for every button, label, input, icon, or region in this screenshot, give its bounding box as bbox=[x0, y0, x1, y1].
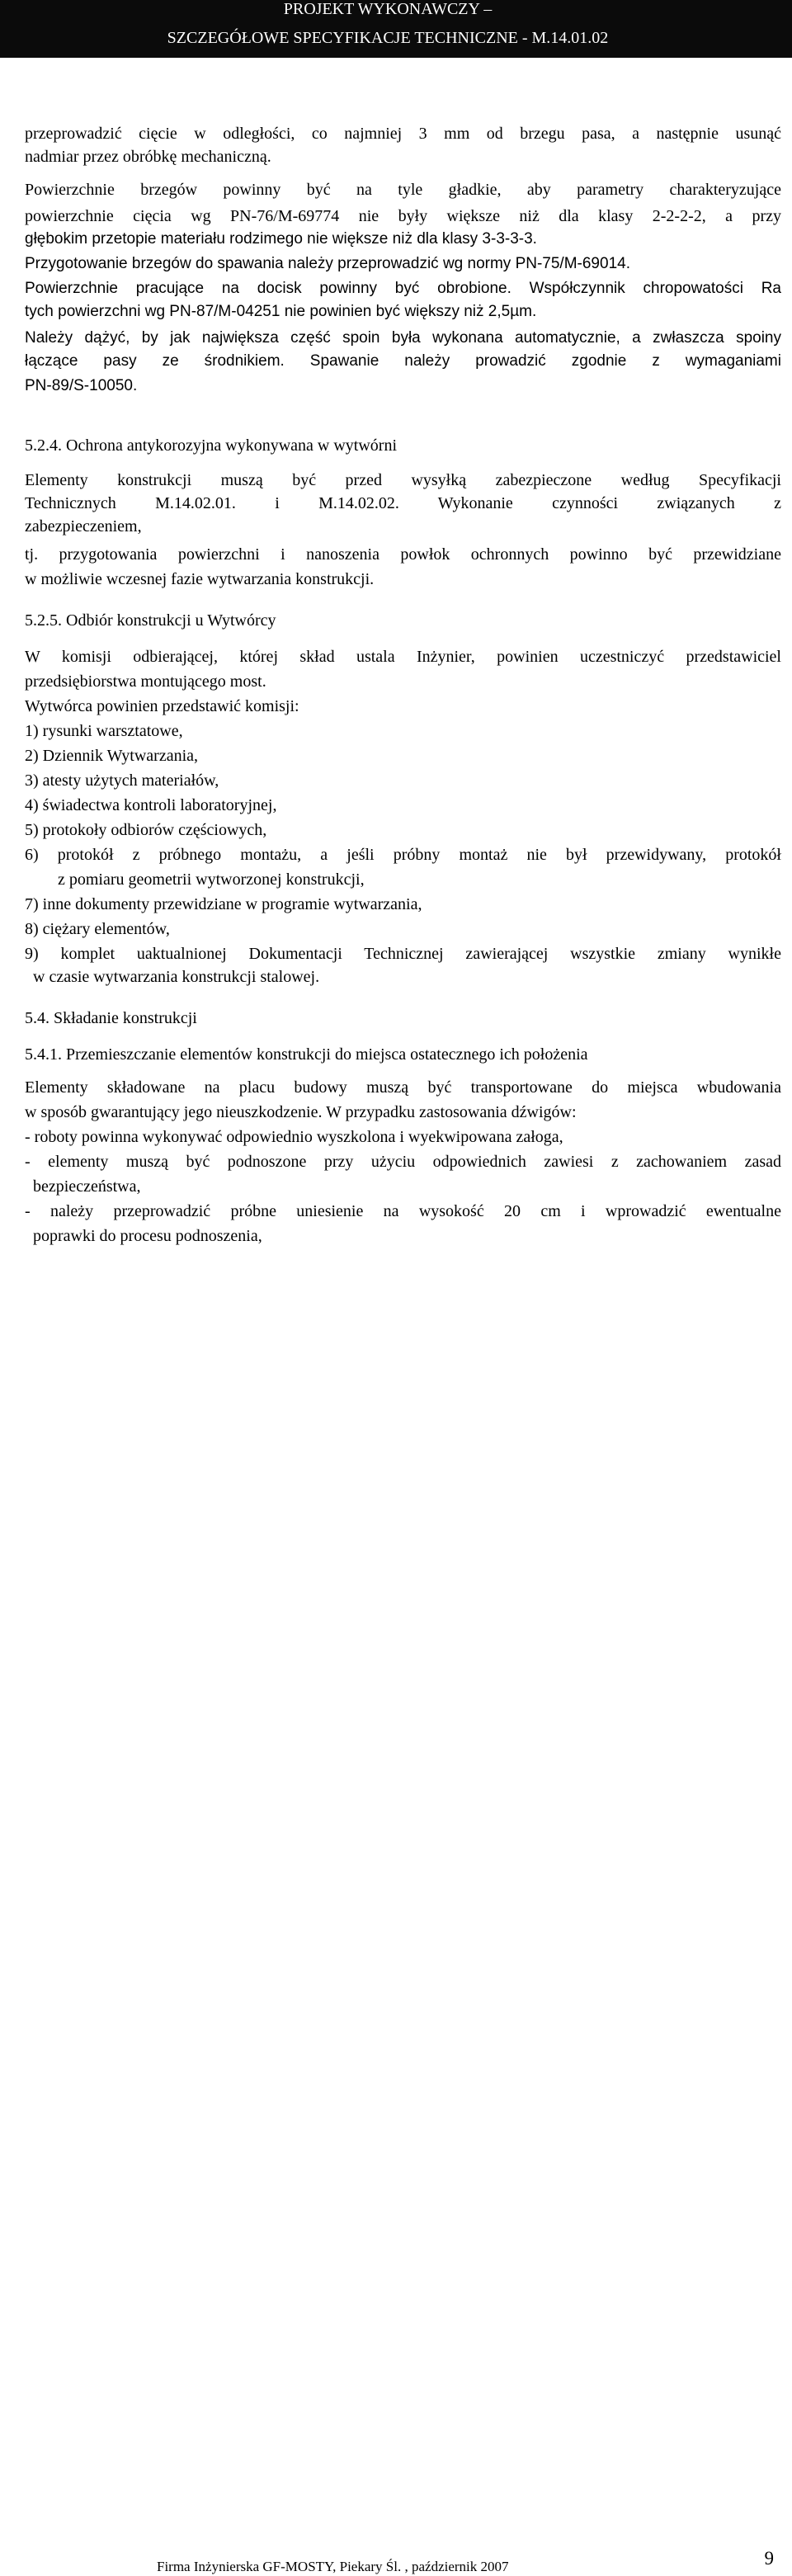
section-heading: 5.4.1. Przemieszczanie elementów konstrukcji do miejsca ostatecznego ich położenia bbox=[25, 1045, 588, 1064]
text-line: powierzchnie cięcia wg PN-76/M-69774 nie były większe niż dla klasy 2-2-2-2, a przy bbox=[25, 207, 781, 225]
text-line: tych powierzchni wg PN-87/M-04251 nie powinien być większy niż 2,5µm. bbox=[25, 303, 537, 320]
list-item: 3) atesty użytych materiałów, bbox=[25, 771, 219, 790]
list-item: 9) komplet uaktualnionej Dokumentacji Technicznej zawierającej wszystkie zmiany wynikłe bbox=[25, 945, 781, 963]
list-item: 4) świadectwa kontroli laboratoryjnej, bbox=[25, 796, 277, 814]
list-item-continuation: z pomiaru geometrii wytworzonej konstrukcji, bbox=[58, 870, 365, 889]
text-line: przeprowadzić cięcie w odległości, co najmniej 3 mm od brzegu pasa, a następnie usunąć bbox=[25, 125, 781, 143]
text-line: nadmiar przez obróbkę mechaniczną. bbox=[25, 148, 271, 166]
section-heading: 5.2.5. Odbiór konstrukcji u Wytwórcy bbox=[25, 611, 276, 630]
page-header bbox=[0, 0, 792, 58]
text-line: tj. przygotowania powierzchni i nanoszenia powłok ochronnych powinno być przewidziane bbox=[25, 545, 781, 564]
text-line: PN-89/S-10050. bbox=[25, 377, 138, 394]
list-item-continuation: w czasie wytwarzania konstrukcji stalowej. bbox=[33, 968, 320, 986]
list-item-continuation: bezpieczeństwa, bbox=[33, 1177, 141, 1196]
list-item: 8) ciężary elementów, bbox=[25, 920, 170, 938]
list-item: - roboty powinna wykonywać odpowiednio wyszkolona i wyekwipowana załoga, bbox=[25, 1128, 563, 1146]
list-item: 5) protokoły odbiorów częściowych, bbox=[25, 821, 267, 839]
text-line: Wytwórca powinien przedstawić komisji: bbox=[25, 697, 299, 715]
text-line: Elementy konstrukcji muszą być przed wysyłką zabezpieczone według Specyfikacji bbox=[25, 471, 781, 489]
list-item-continuation: poprawki do procesu podnoszenia, bbox=[33, 1227, 262, 1245]
text-line: Elementy składowane na placu budowy muszą być transportowane do miejsca wbudowania bbox=[25, 1078, 781, 1097]
footer-company: Firma Inżynierska GF-MOSTY, Piekary Śl. , październik 2007 bbox=[157, 2559, 509, 2574]
text-line: w sposób gwarantujący jego nieuszkodzenie. W przypadku zastosowania dźwigów: bbox=[25, 1103, 577, 1121]
list-item: - elementy muszą być podnoszone przy użyciu odpowiednich zawiesi z zachowaniem zasad bbox=[25, 1153, 781, 1171]
list-item: - należy przeprowadzić próbne uniesienie na wysokość 20 cm i wprowadzić ewentualne bbox=[25, 1202, 781, 1220]
page-footer bbox=[0, 1274, 792, 2574]
text-line: Powierzchnie brzegów powinny być na tyle gładkie, aby parametry charakteryzujące bbox=[25, 181, 781, 199]
text-line: Należy dążyć, by jak największa część spoin była wykonana automatycznie, a zwłaszcza spoiny bbox=[25, 329, 781, 347]
text-line: W komisji odbierającej, której skład ustala Inżynier, powinien uczestniczyć przedstawiciel bbox=[25, 648, 781, 666]
section-heading: 5.2.4. Ochrona antykorozyjna wykonywana w wytwórni bbox=[25, 436, 398, 455]
header-title-line1: PROJEKT WYKONAWCZY – bbox=[283, 0, 493, 18]
header-title-line2: SZCZEGÓŁOWE SPECYFIKACJE TECHNICZNE - M.14.01.02 bbox=[167, 29, 609, 47]
text-line: głębokim przetopie materiału rodzimego nie większe niż dla klasy 3-3-3-3. bbox=[25, 230, 537, 248]
list-item: 2) Dziennik Wytwarzania, bbox=[25, 747, 199, 765]
text-line: łączące pasy ze środnikiem. Spawanie należy prowadzić zgodnie z wymaganiami bbox=[25, 352, 781, 370]
text-line: Powierzchnie pracujące na docisk powinny być obrobione. Współczynnik chropowatości Ra bbox=[25, 280, 781, 297]
text-line: Przygotowanie brzegów do spawania należy przeprowadzić wg normy PN-75/M-69014. bbox=[25, 255, 630, 272]
text-line: w możliwie wczesnej fazie wytwarzania konstrukcji. bbox=[25, 570, 375, 588]
list-item: 6) protokół z próbnego montażu, a jeśli próbny montaż nie był przewidywany, protokół bbox=[25, 846, 781, 864]
page-number: 9 bbox=[764, 2548, 774, 2569]
list-item: 7) inne dokumenty przewidziane w programie wytwarzania, bbox=[25, 895, 422, 913]
text-line: przedsiębiorstwa montującego most. bbox=[25, 672, 266, 691]
text-line: Technicznych M.14.02.01. i M.14.02.02. Wykonanie czynności związanych z bbox=[25, 494, 781, 512]
list-item: 1) rysunki warsztatowe, bbox=[25, 722, 183, 740]
text-line: zabezpieczeniem, bbox=[25, 517, 142, 535]
section-heading: 5.4. Składanie konstrukcji bbox=[25, 1009, 197, 1027]
